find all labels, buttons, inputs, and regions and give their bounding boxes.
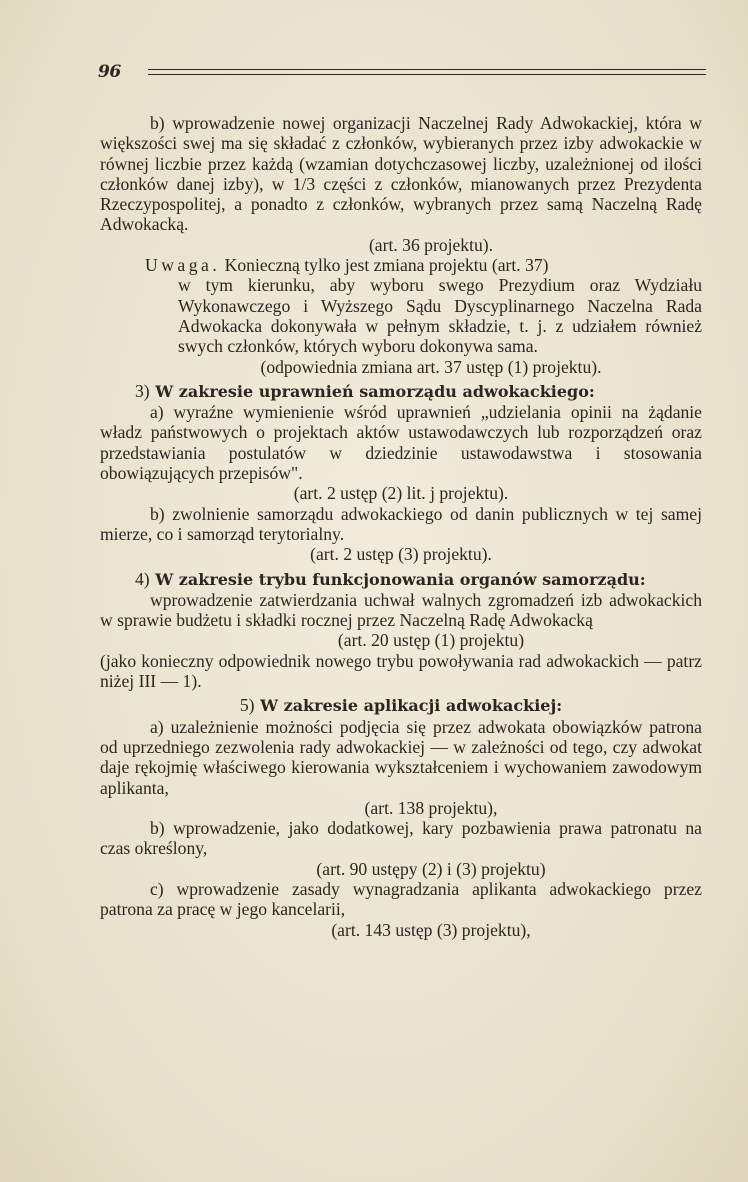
reference-art-2-2: (art. 2 ustęp (2) lit. j projektu). (293, 483, 509, 504)
paragraph-3b: b) zwolnienie samorządu adwokackiego od danin publicznych w tej samej mierze, co i samorząd terytorialny. (100, 503, 702, 544)
section-number-4: 4) (135, 568, 150, 589)
section-heading-3 (100, 381, 702, 402)
section-number-3: 3) (135, 380, 150, 401)
paragraph-4b: (jako konieczny odpowiednik nowego trybu powoływania rad adwokackich — patrz niżej III — 1). (100, 650, 702, 692)
page-header (98, 62, 706, 84)
note-first-text: Konieczną tylko jest zmiana projektu (art. 37) (224, 255, 549, 276)
paragraph-4: wprowadzenie zatwierdzania uchwał walnych zgromadzeń izb adwokackich w sprawie budżetu i składki rocznej przez Naczelną Radę Adwokacką (100, 589, 702, 631)
paragraph-5b: b) wprowadzenie, jako dodatkowej, kary pozbawienia prawa patronatu na czas określony, (100, 818, 702, 859)
paragraph-3a: a) wyraźne wymienienie wśród uprawnień „udzielania opinii na żądanie władz państwowych o projektach aktów ustawodawczych lub rozporządzeń oraz przedstawiania postulatów w dziedzinie ustawodawstwa i stosowania obowiązujących przepisów". (100, 402, 702, 484)
reference-art-20: (art. 20 ustęp (1) projektu) (337, 630, 525, 651)
section-title-3: W zakresie uprawnień samorządu adwokackiego: (155, 381, 595, 401)
note-reference: (odpowiednia zmiana art. 37 ustęp (1) projektu). (260, 356, 602, 377)
reference-art-2-3: (art. 2 ustęp (3) projektu). (310, 544, 492, 565)
section-title-4: W zakresie trybu funkcjonowania organów samorządu: (155, 569, 646, 589)
paragraph-5a: a) uzależnienie możności podjęcia się przez adwokata obowiązków patrona od uprzedniego zezwolenia rady adwokackiej — w zależności od tego, czy adwokat daje rękojmię właściwego kierowania wykształceniem i wychowaniem zawodowym aplikanta, (100, 716, 702, 798)
header-rule-thin (148, 74, 706, 75)
paragraph-b-organization: b) wprowadzenie nowej organizacji Naczelnej Rady Adwokackiej, która w większości swej ma się składać z członków, wybieranych przez izby adwokackie w równej liczbie przez każdą (wzamian dotychczasowej liczby, uzależnionej od ilości członków danej izby), w 1/3 części z członków, mianowanych przez Prezydenta Rzeczypospolitej, a ponadto z członków, wybranych przez samą Naczelną Radę Adwokacką. (100, 113, 702, 235)
note-block (100, 255, 702, 377)
note-first-line (100, 255, 702, 275)
section-number-5: 5) (239, 695, 255, 716)
note-text: w tym kierunku, aby wyboru swego Prezydium oraz Wydziału Wykonawczego i Wyższego Sądu Dyscyplinarnego Naczelna Rada Adwokacka dokonywała w pełnym składzie, t. j. z udziałem również swych członków, których wyboru dokonywa sama. (178, 275, 702, 357)
page-number: 96 (98, 62, 121, 82)
paragraph-5c: c) wprowadzenie zasady wynagradzania aplikanta adwokackiego przez patrona za pracę w jego kancelarii, (100, 878, 702, 920)
section-heading-4 (100, 569, 702, 590)
header-rule-thick (148, 69, 706, 70)
reference-art-143: (art. 143 ustęp (3) projektu), (331, 919, 531, 940)
section-heading-5 (100, 695, 702, 716)
reference-art-90: (art. 90 ustępy (2) i (3) projektu) (316, 858, 546, 879)
reference-art-138: (art. 138 projektu), (364, 797, 498, 818)
note-label: Uwaga. (145, 255, 221, 276)
reference-art-36: (art. 36 projektu). (368, 234, 494, 255)
page-body (100, 113, 702, 940)
section-title-5: W zakresie aplikacji adwokackiej: (260, 696, 563, 716)
